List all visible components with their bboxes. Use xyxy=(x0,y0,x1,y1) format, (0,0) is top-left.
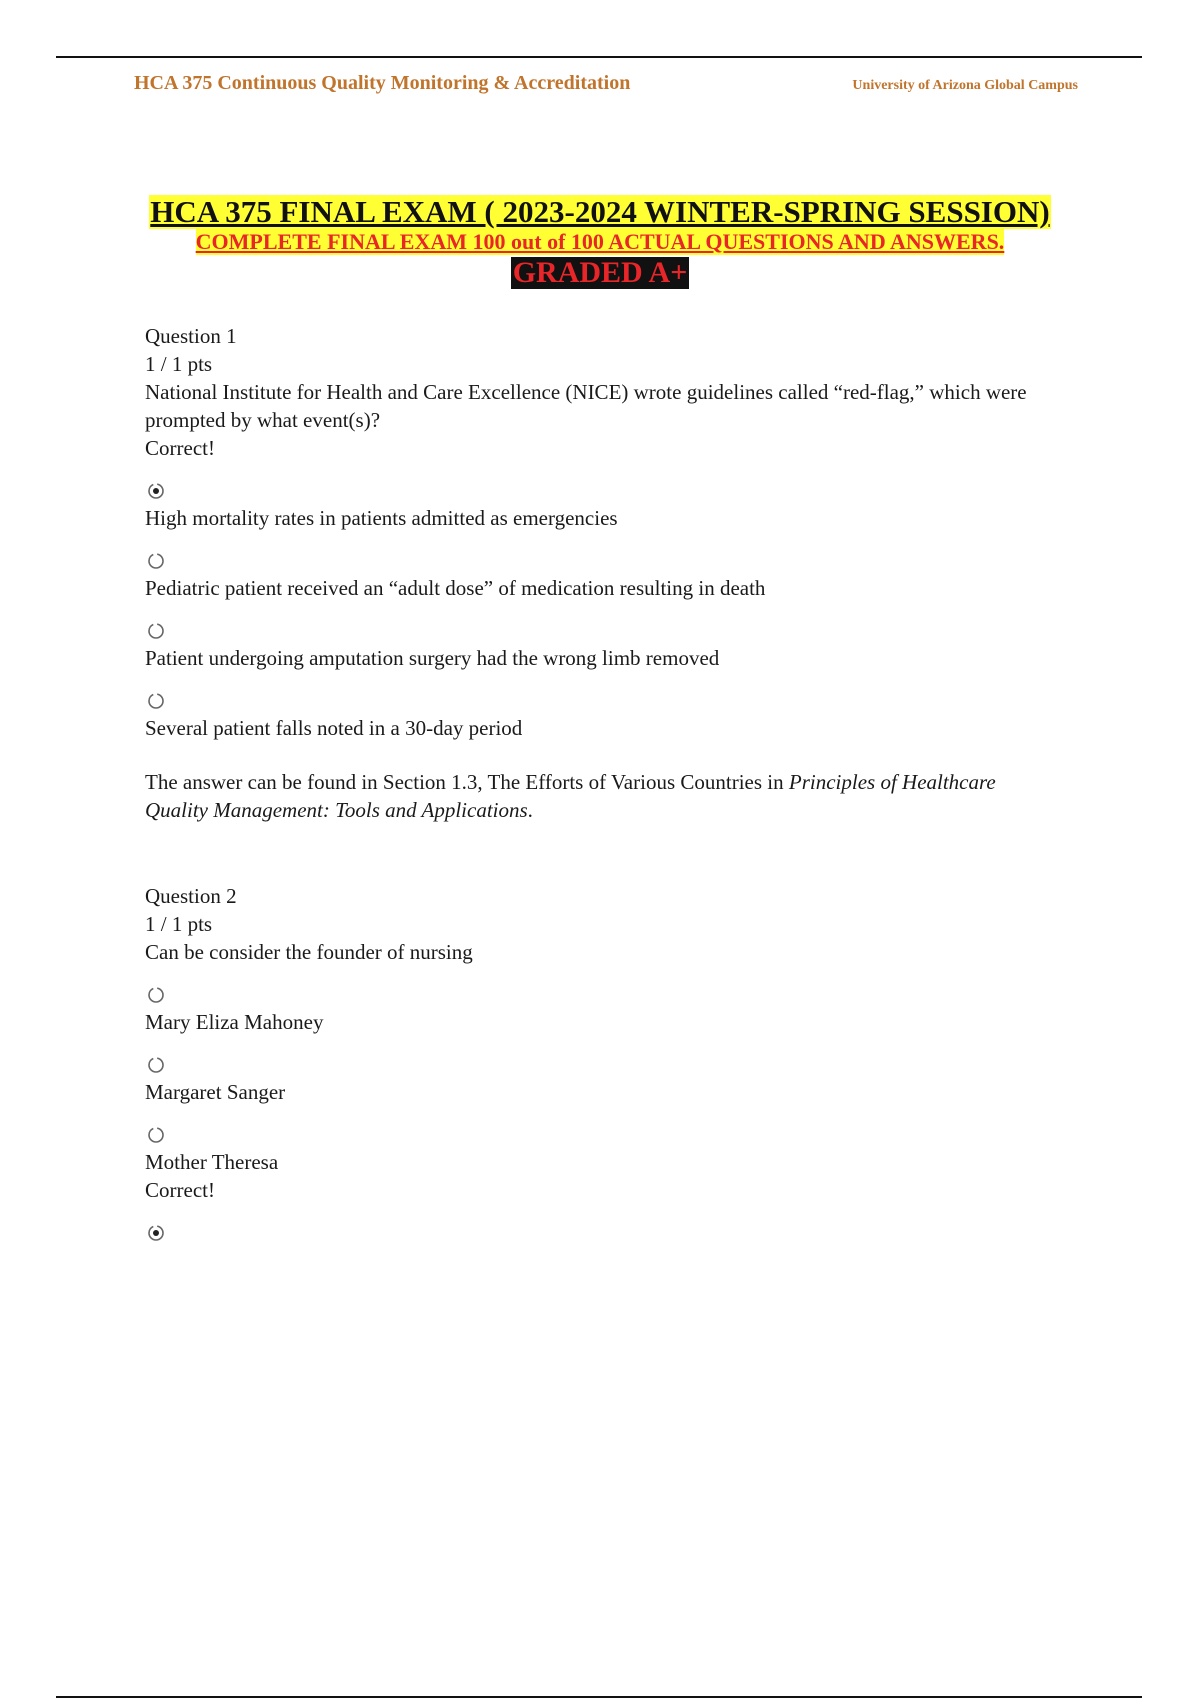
exam-title: HCA 375 FINAL EXAM ( 2023-2024 WINTER-SPRING SESSION) xyxy=(150,194,1050,229)
radio-selected-icon[interactable] xyxy=(147,482,165,500)
top-rule xyxy=(56,56,1142,58)
institution-name: University of Arizona Global Campus xyxy=(852,78,1078,93)
bottom-rule xyxy=(56,1696,1142,1698)
question-points: 1 / 1 pts xyxy=(145,912,213,936)
answer-option: Several patient falls noted in a 30-day period xyxy=(145,716,523,740)
question-points: 1 / 1 pts xyxy=(145,352,213,376)
exam-content xyxy=(145,322,1045,1246)
answer-reference: The answer can be found in Section 1.3, The Efforts of Various Countries in Principles of Healthcare Quality Management: Tools and Applications. xyxy=(145,770,996,822)
question-text: National Institute for Health and Care Excellence (NICE) wrote guidelines called “red-flag,” which were prompted by what event(s)? xyxy=(145,380,1027,432)
radio-unselected-icon[interactable] xyxy=(147,986,165,1004)
correct-label: Correct! xyxy=(145,436,215,460)
question-label: Question 2 xyxy=(145,884,237,908)
question-text: Can be consider the founder of nursing xyxy=(145,940,473,964)
running-header xyxy=(134,72,1078,102)
radio-unselected-icon[interactable] xyxy=(147,1056,165,1074)
exam-subtitle: COMPLETE FINAL EXAM 100 out of 100 ACTUAL QUESTIONS AND ANSWERS. xyxy=(195,229,1005,254)
radio-unselected-icon[interactable] xyxy=(147,692,165,710)
answer-option: Mother Theresa xyxy=(145,1150,279,1174)
document-title-block xyxy=(0,195,1200,289)
answer-option: High mortality rates in patients admitted as emergencies xyxy=(145,506,618,530)
answer-option: Patient undergoing amputation surgery had the wrong limb removed xyxy=(145,646,720,670)
course-title: HCA 375 Continuous Quality Monitoring & Accreditation xyxy=(134,72,631,94)
question-label: Question 1 xyxy=(145,324,237,348)
answer-option: Margaret Sanger xyxy=(145,1080,286,1104)
question-2 xyxy=(145,882,1045,1242)
correct-label: Correct! xyxy=(145,1178,215,1202)
question-1 xyxy=(145,322,1045,824)
grade-badge: GRADED A+ xyxy=(512,256,688,289)
answer-option: Pediatric patient received an “adult dose” of medication resulting in death xyxy=(145,576,766,600)
radio-unselected-icon[interactable] xyxy=(147,552,165,570)
reference-book-title: Principles of Healthcare Quality Management: Tools and Applications xyxy=(145,770,996,822)
radio-unselected-icon[interactable] xyxy=(147,1126,165,1144)
radio-unselected-icon[interactable] xyxy=(147,622,165,640)
radio-selected-icon[interactable] xyxy=(147,1224,165,1242)
answer-option: Mary Eliza Mahoney xyxy=(145,1010,324,1034)
